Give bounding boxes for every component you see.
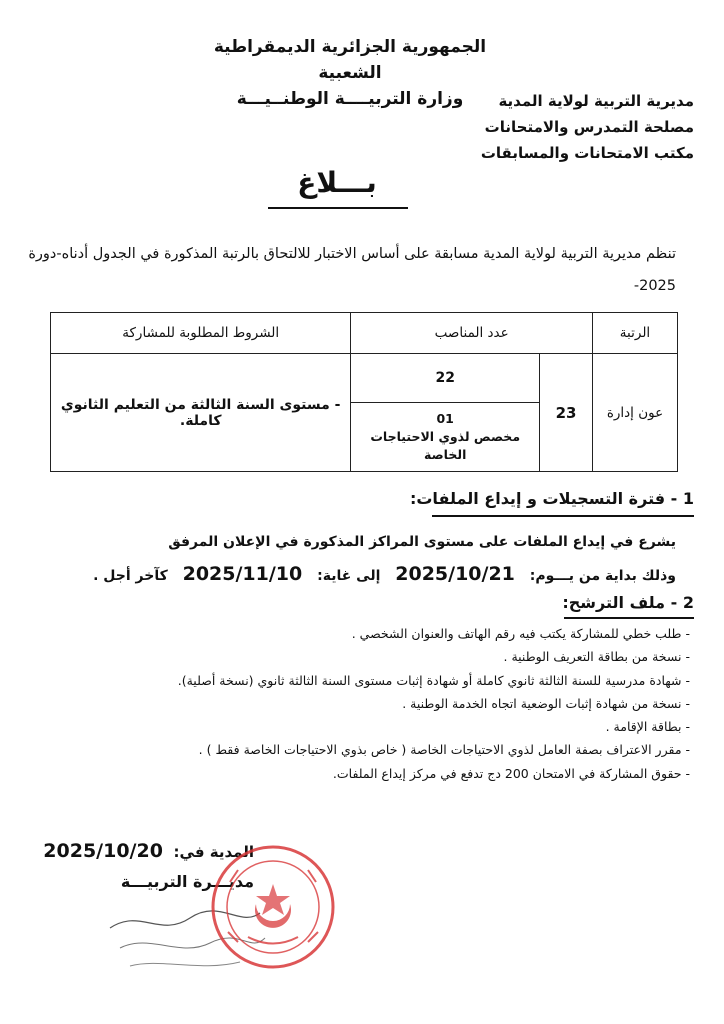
service-name: مصلحة التمدرس والامتحانات	[484, 118, 694, 136]
intro-paragraph: تنظم مديرية التربية لولاية المدية مسابقة على أساس الاختبار للالتحاق بالرتبة المذكورة في الجدول أدناه-دورة 2025-	[28, 246, 676, 294]
republic-name: الجمهورية الجزائرية الديمقراطية الشعبية	[213, 37, 487, 83]
start-date: 2025/10/21	[395, 563, 515, 585]
section1-text: يشرع في إيداع الملفات على مستوى المراكز المذكورة في الإعلان المرفق	[168, 534, 676, 550]
header-conditions: الشروط المطلوبة للمشاركة	[51, 313, 351, 354]
cell-condition: - مستوى السنة الثالثة من التعليم الثانوي كاملة.	[51, 354, 351, 472]
end-date: 2025/11/10	[182, 563, 303, 585]
header-positions: عدد المناصب	[351, 313, 593, 354]
signature-title: مديـــرة التربيـــة	[120, 872, 254, 891]
special-label: مخصص لذوي الاحتياجات الخاصة	[370, 429, 521, 462]
page-title: بـــلاغ	[297, 166, 377, 199]
section2-title: 2 - ملف الترشح:	[562, 593, 694, 612]
cell-rank: عون إدارة	[593, 354, 678, 472]
cell-general: 22	[351, 354, 540, 403]
directorate-name: مديرية التربية لولاية المدية	[498, 92, 694, 110]
list-item: - نسخة من بطاقة التعريف الوطنية .	[503, 649, 690, 665]
registration-dates	[93, 563, 676, 585]
section2-underline	[564, 617, 694, 619]
cell-special	[351, 403, 540, 472]
section1-title: 1 - فترة التسجيلات و إيداع الملفات:	[409, 489, 694, 508]
list-item: - حقوق المشاركة في الامتحان 200 دج تدفع في مركز إيداع الملفات.	[332, 765, 690, 781]
list-item: - بطاقة الإقامة .	[605, 719, 690, 735]
table-header-row	[51, 313, 678, 354]
table-row	[51, 354, 678, 403]
start-label: وذلك بداية من يـــوم:	[529, 568, 676, 584]
cell-total: 23	[540, 354, 593, 472]
required-files-list	[10, 622, 690, 785]
list-item: - مقرر الاعتراف بصفة العامل لذوي الاحتياجات الخاصة ( خاص بذوي الاحتياجات الخاصة فقط ) .	[198, 742, 690, 758]
list-item: - شهادة مدرسية للسنة الثالثة ثانوي كاملة أو شهادة إثبات مستوى السنة الثالثة ثانوي (نسخة أصلية).	[177, 672, 690, 688]
official-stamp	[208, 842, 338, 972]
end-label: إلى غاية:	[317, 568, 381, 584]
office-name: مكتب الامتحانات والمسابقات	[480, 144, 694, 162]
date-value: 2025/10/20	[43, 840, 163, 862]
list-item: - نسخة من شهادة إثبات الوضعية اتجاه الخدمة الوطنية .	[402, 695, 690, 711]
positions-table	[50, 312, 678, 472]
deadline-label: كآخر أجل .	[93, 568, 168, 584]
header-center	[180, 34, 520, 112]
header-rank: الرتبة	[593, 313, 678, 354]
list-item: - طلب خطي للمشاركة يكتب فيه رقم الهاتف والعنوان الشخصي .	[351, 626, 690, 641]
ministry-name: وزارة التربيــــة الوطنــيـــة	[236, 89, 464, 109]
header-right	[481, 88, 694, 166]
place-label: المدية في:	[173, 843, 254, 861]
special-count: 01	[436, 411, 454, 426]
section1-underline	[432, 515, 694, 517]
title-underline	[268, 207, 408, 209]
